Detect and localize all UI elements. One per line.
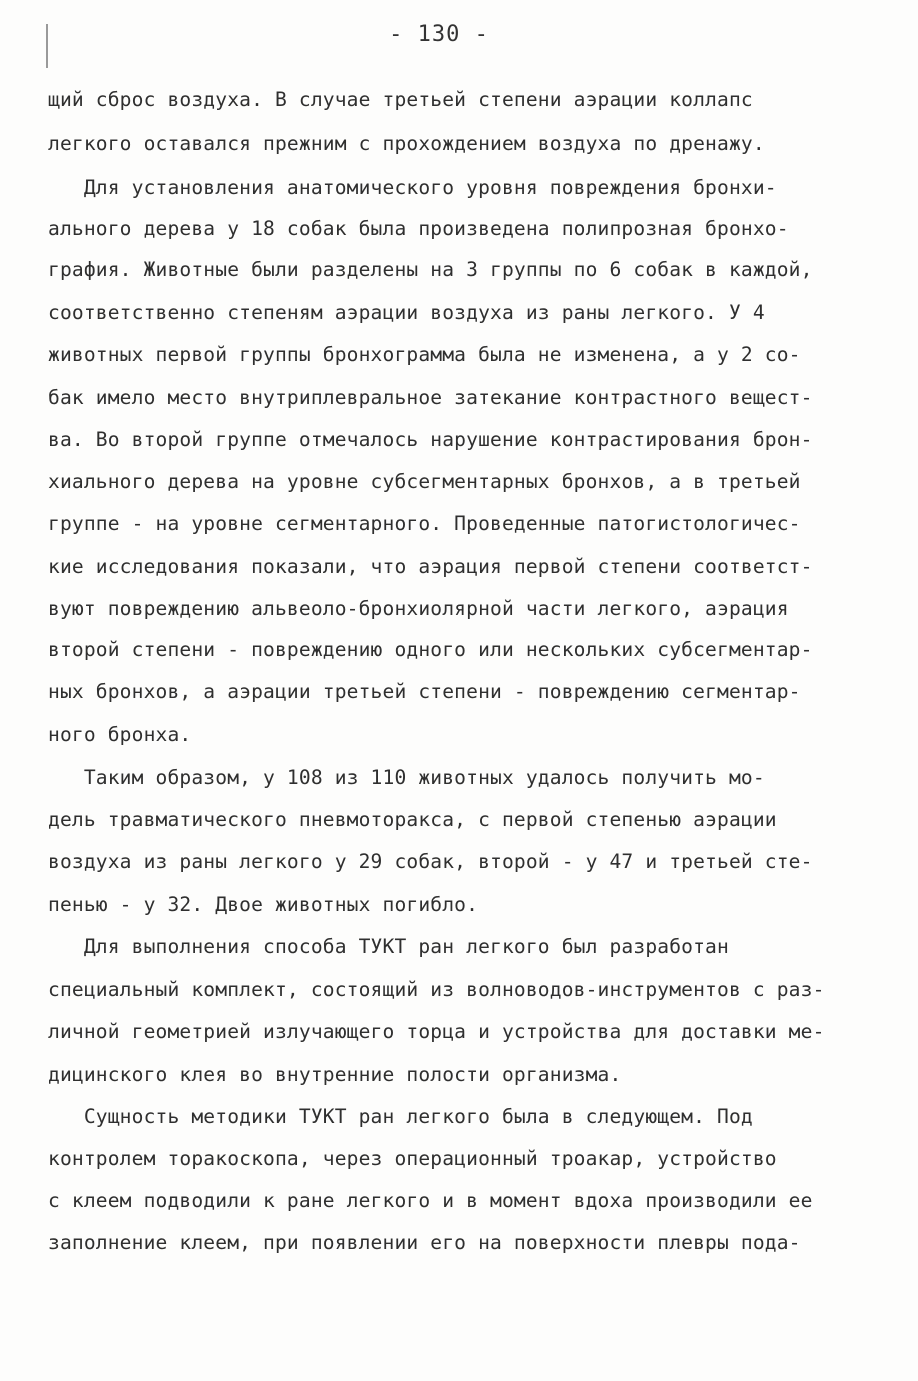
text-line: воздуха из раны легкого у 29 собак, второй - у 47 и третьей сте- <box>48 850 813 873</box>
text-line: контролем торакоскопа, через операционный троакар, устройство <box>48 1147 777 1170</box>
text-line: пенью - у 32. Двое животных погибло. <box>48 893 479 916</box>
text-line: специальный комплект, состоящий из волноводов-инструментов с раз- <box>48 978 825 1001</box>
text-line: дель травматического пневмоторакса, с первой степенью аэрации <box>48 808 777 831</box>
page-number: - 130 - <box>389 22 489 47</box>
text-line: графия. Животные были разделены на 3 группы по 6 собак в каждой, <box>48 258 813 281</box>
text-line: Сущность методики ТУКТ ран легкого была в следующем. Под <box>48 1105 753 1128</box>
text-line: Таким образом, у 108 из 110 животных удалось получить мо- <box>48 766 765 789</box>
text-line: личной геометрией излучающего торца и устройства для доставки ме- <box>48 1020 825 1043</box>
text-line: кие исследования показали, что аэрация первой степени соответст- <box>48 555 813 578</box>
text-line: ного бронха. <box>48 723 192 746</box>
text-line: хиального дерева на уровне субсегментарных бронхов, а в третьей <box>48 470 801 493</box>
text-line: группе - на уровне сегментарного. Проведенные патогистологичес- <box>48 512 801 535</box>
text-line: животных первой группы бронхограмма была не изменена, а у 2 со- <box>48 343 801 366</box>
text-line: легкого оставался прежним с прохождением воздуха по дренажу. <box>48 132 765 155</box>
text-line: ва. Во второй группе отмечалось нарушение контрастирования брон- <box>48 428 813 451</box>
text-line: Для выполнения способа ТУКТ ран легкого был разработан <box>48 935 729 958</box>
text-line: щий сброс воздуха. В случае третьей степени аэрации коллапс <box>48 88 753 111</box>
text-line: второй степени - повреждению одного или нескольких субсегментар- <box>48 638 813 661</box>
text-line: дицинского клея во внутренние полости организма. <box>48 1063 622 1086</box>
text-line: ального дерева у 18 собак была произведена полипрозная бронхо- <box>48 217 789 240</box>
text-line: соответственно степеням аэрации воздуха из раны легкого. У 4 <box>48 301 765 324</box>
text-line: ных бронхов, а аэрации третьей степени - повреждению сегментар- <box>48 680 801 703</box>
text-line: с клеем подводили к ране легкого и в момент вдоха производили ее <box>48 1189 813 1212</box>
text-line: вуют повреждению альвеоло-бронхиолярной части легкого, аэрация <box>48 597 789 620</box>
text-line: бак имело место внутриплевральное затекание контрастного вещест- <box>48 386 813 409</box>
text-line: заполнение клеем, при появлении его на поверхности плевры пода- <box>48 1231 801 1254</box>
text-line: Для установления анатомического уровня повреждения бронхи- <box>48 176 777 199</box>
